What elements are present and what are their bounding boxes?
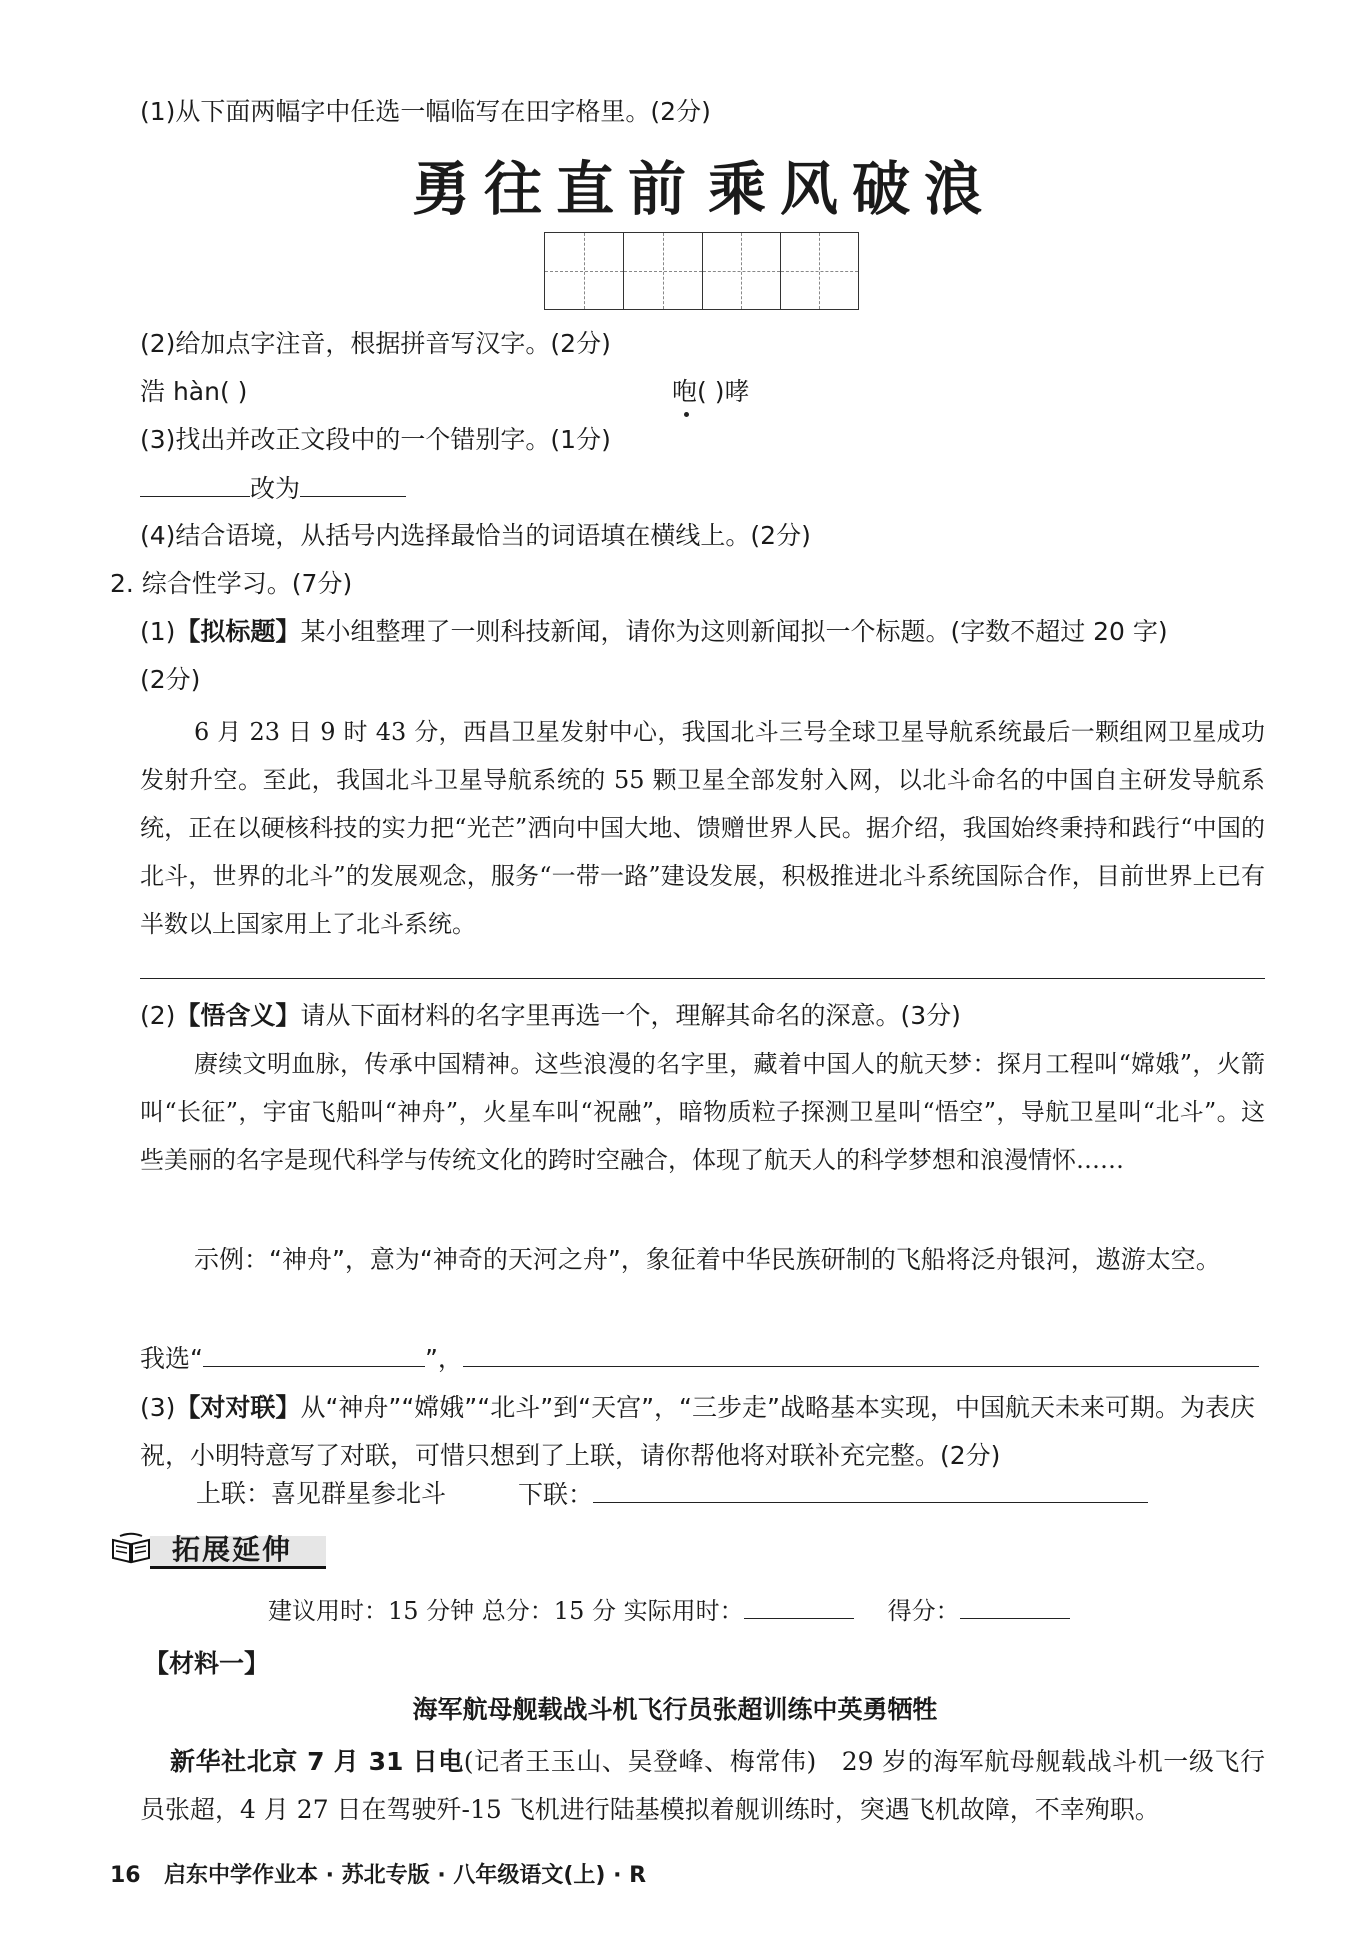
book-title: 启东中学作业本 · 苏北专版 · 八年级语文(上) · R: [164, 1863, 647, 1888]
q1-sub1: (1)从下面两幅字中任选一幅临写在田字格里。(2分): [140, 97, 711, 126]
score-label: 得分：: [887, 1597, 960, 1625]
book-icon: [110, 1532, 152, 1564]
pinyin-right: [672, 374, 749, 410]
title-answer-line[interactable]: [140, 978, 1265, 979]
couplet-down-blank[interactable]: [593, 1476, 1148, 1503]
q2-sub3-text: 从“神舟”“嫦娥”“北斗”到“天宫”，“三步走”战略基本实现，中国航天未来可期。为表庆祝，小明特意写了对联，可惜只想到了上联，请你帮他将对联补充完整。(2分): [140, 1393, 1255, 1470]
news-lead: [140, 1738, 1265, 1834]
q2-sub1-score: (2分): [140, 665, 201, 694]
time-info: 建议用时：15 分钟 总分：15 分 实际用时：: [268, 1597, 744, 1625]
lead-text: 29 岁的海军航母舰载战斗机一级飞行员张超，4 月 27 日在驾驶歼-15 飞机进行陆基模拟着舰训练时，突遇飞机故障，不幸殉职。: [140, 1747, 1265, 1824]
choose-open: 我选“: [140, 1344, 203, 1373]
q2-sub2-prefix: (2): [140, 1001, 176, 1030]
emphasis-dot: [684, 412, 689, 417]
grid-cell[interactable]: [624, 233, 703, 309]
grid-cell[interactable]: [781, 233, 857, 309]
correct-word: 改为: [250, 474, 301, 503]
q2-sub2: [140, 998, 961, 1034]
grid-cell[interactable]: [703, 233, 782, 309]
pinyin-right-rest: ( )哮: [697, 377, 750, 406]
q2-title: 2. 综合性学习。(7分): [110, 569, 353, 598]
calligraphy-right: 乘风破浪: [708, 155, 997, 223]
grid-cell[interactable]: [545, 233, 624, 309]
q2-sub3-prefix: (3): [140, 1393, 176, 1422]
q1-sub3: (3)找出并改正文段中的一个错别字。(1分): [140, 425, 611, 454]
right-char-blank[interactable]: [300, 470, 406, 497]
wrong-char-blank[interactable]: [140, 470, 250, 497]
couplet-up: 上联：喜见群星参北斗: [196, 1479, 447, 1508]
meaning-blank[interactable]: [463, 1340, 1259, 1367]
material-one-label: 【材料一】: [144, 1649, 270, 1678]
correction-line: [140, 470, 406, 507]
choose-close: ”，: [424, 1344, 463, 1373]
reporters: (记者王玉山、吴登峰、梅常伟): [463, 1747, 817, 1776]
q2-sub1-text: 某小组整理了一则科技新闻，请你为这则新闻拟一个标题。(字数不超过 20 字): [300, 617, 1168, 646]
q2-sub1: [140, 614, 1168, 650]
q2-sub2-text: 请从下面材料的名字里再选一个，理解其命名的深意。(3分): [300, 1001, 961, 1030]
score-blank[interactable]: [960, 1592, 1070, 1619]
tag-wu-hanyi: 【悟含义】: [175, 1001, 301, 1030]
news-paragraph: 6 月 23 日 9 时 43 分，西昌卫星发射中心，我国北斗三号全球卫星导航系统最后一颗组网卫星成功发射升空。至此，我国北斗卫星导航系统的 55 颗卫星全部发射入网，以北斗命名的中国自主研发导航系统，正在以硬核科技的实力把“光芒”洒向中国大地、馈赠世界人民。据介绍，我国始终秉持和践行“中国的北斗，世界的北斗”的发展观念，服务“一带一路”建设发展，积极推进北斗系统国际合作，目前世界上已有半数以上国家用上了北斗系统。: [140, 718, 1265, 938]
choose-blank[interactable]: [203, 1340, 425, 1367]
section-header-title: 拓展延伸: [172, 1533, 293, 1566]
dateline: 新华社北京 7 月 31 日电: [170, 1747, 464, 1776]
news-headline: 海军航母舰载战斗机飞行员张超训练中英勇牺牲: [412, 1695, 938, 1724]
tag-dui-duilian: 【对对联】: [175, 1393, 301, 1422]
material-paragraph: 赓续文明血脉，传承中国精神。这些浪漫的名字里，藏着中国人的航天梦：探月工程叫“嫦娥”，火箭叫“长征”，宇宙飞船叫“神舟”，火星车叫“祝融”，暗物质粒子探测卫星叫“悟空”，导航卫星叫“北斗”。这些美丽的名字是现代科学与传统文化的跨时空融合，体现了航天人的科学梦想和浪漫情怀……: [140, 1050, 1265, 1174]
q1-sub4: (4)结合语境，从括号内选择最恰当的词语填在横线上。(2分): [140, 521, 811, 550]
section-header-underline: [150, 1566, 326, 1569]
actual-time-blank[interactable]: [744, 1592, 854, 1619]
page-number: 16: [110, 1863, 141, 1888]
q2-sub3: [140, 1384, 1265, 1480]
choose-line: [140, 1340, 1259, 1377]
q1-sub2: (2)给加点字注音，根据拼音写汉字。(2分): [140, 329, 611, 358]
dotted-char: 咆: [672, 377, 698, 406]
couplet-down-line: [518, 1476, 1148, 1513]
time-info-line: [268, 1592, 1070, 1629]
tag-ni-biaoti: 【拟标题】: [175, 617, 301, 646]
couplet-down-label: 下联：: [518, 1480, 594, 1509]
pinyin-left: 浩 hàn( ): [140, 377, 248, 406]
calligraphy-left: 勇往直前: [412, 155, 701, 223]
example-paragraph: 示例：“神舟”，意为“神奇的天河之舟”，象征着中华民族研制的飞船将泛舟银河，遨游太空。: [194, 1245, 1221, 1274]
tianzige-grid[interactable]: [544, 232, 859, 310]
q2-sub1-prefix: (1): [140, 617, 176, 646]
